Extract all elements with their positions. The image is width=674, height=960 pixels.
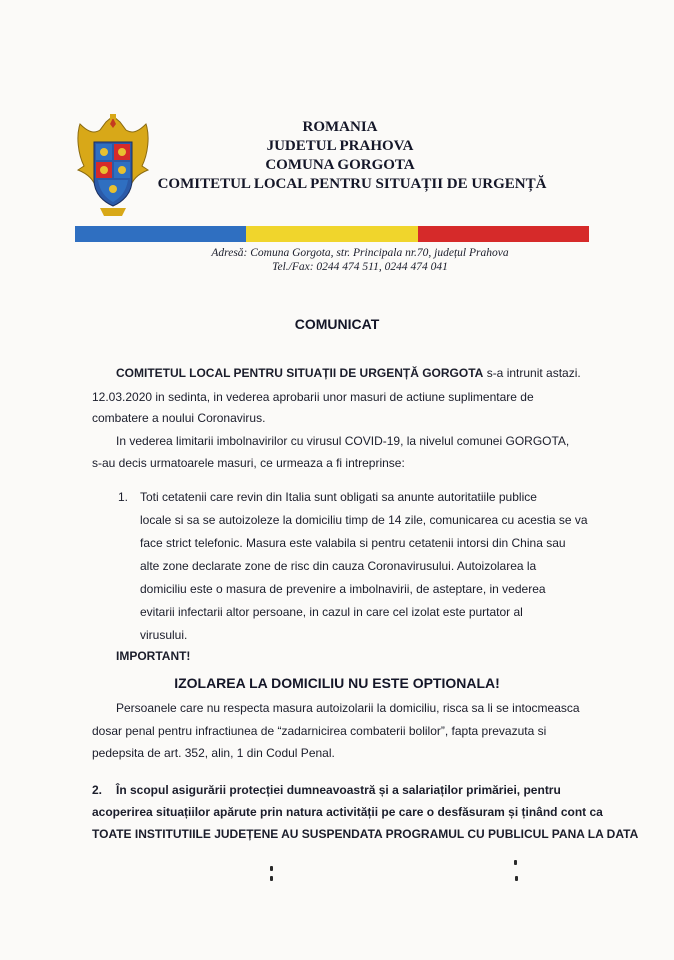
address-line: Adresă: Comuna Gorgota, str. Principala nr.70, județul Prahova bbox=[211, 247, 509, 259]
item-2-line-1: În scopul asigurării protecției dumneavoastră și a salariaților primăriei, pentru bbox=[116, 783, 561, 797]
committee-name: COMITETUL LOCAL PENTRU SITUAȚII DE URGENȚĂ GORGOTA bbox=[116, 366, 484, 380]
important-label: IMPORTANT! bbox=[116, 649, 191, 663]
intro-line-5: s-au decis urmatoarele masuri, ce urmeaza a fi intreprinse: bbox=[92, 456, 405, 470]
item-1-line: virusului. bbox=[140, 628, 188, 642]
item-1-line: Toti cetatenii care revin din Italia sunt obligati sa anunte autoritatiile publice bbox=[140, 490, 537, 504]
flag-blue-stripe bbox=[75, 226, 246, 242]
scan-speck bbox=[270, 866, 273, 871]
penal-line-1: Persoanele care nu respecta masura autoizolarii la domiciliu, risca sa li se intocmeasca bbox=[116, 701, 580, 715]
penal-line-3: pedepsita de art. 352, alin, 1 din Codul Penal. bbox=[92, 746, 335, 760]
item-1-line: locale si sa se autoizoleze la domiciliu timp de 14 zile, comunicarea cu acestia se va bbox=[140, 513, 588, 527]
item-1-line: evitarii infectarii altor persoane, in cazul in care cel izolat este purtator al bbox=[140, 605, 523, 619]
flag-yellow-stripe bbox=[246, 226, 417, 242]
tricolor-bar bbox=[75, 226, 589, 242]
intro-line-2: 12.03.2020 in sedinta, in vederea aprobarii unor masuri de actiune suplimentare de bbox=[92, 390, 534, 404]
document-title: COMUNICAT bbox=[294, 316, 380, 332]
item-1-line: face strict telefonic. Masura este valabila si pentru cetatenii intorsi din China sau bbox=[140, 536, 566, 550]
item-2-line-3: TOATE INSTITUTIILE JUDEȚENE AU SUSPENDATA PROGRAMUL CU PUBLICUL PANA LA DATA bbox=[92, 827, 639, 841]
coat-of-arms-emblem bbox=[74, 114, 152, 218]
intro-line-4: In vederea limitarii imbolnavirilor cu virusul COVID-19, la nivelul comunei GORGOTA, bbox=[116, 434, 570, 448]
header-county: JUDETUL PRAHOVA bbox=[266, 138, 414, 154]
header-commune: COMUNA GORGOTA bbox=[265, 157, 415, 173]
penal-line-2: dosar penal pentru infractiunea de “zadarnicirea combaterii bolilor”, fapta prevazuta si bbox=[92, 724, 547, 738]
flag-red-stripe bbox=[418, 226, 589, 242]
item-2-line-2: acoperirea situațiilor apărute prin natura activității pe care o desfăsuram și ținând cont ca bbox=[92, 805, 603, 819]
scan-speck bbox=[270, 876, 273, 881]
scan-speck bbox=[514, 860, 517, 865]
item-1-number: 1. bbox=[118, 490, 129, 504]
warning-heading: IZOLAREA LA DOMICILIU NU ESTE OPTIONALA! bbox=[174, 675, 500, 691]
intro-line-1 bbox=[116, 365, 581, 382]
item-1-line: alte zone declarate zone de risc din cauza Coronavirusului. Autoizolarea la bbox=[140, 559, 537, 573]
item-1-line: domiciliu este o masura de prevenire a imbolnavirii, de asteptare, in vederea bbox=[140, 582, 546, 596]
header-country: ROMANIA bbox=[302, 119, 378, 135]
item-2-number: 2. bbox=[92, 783, 103, 797]
phone-line: Tel./Fax: 0244 474 511, 0244 474 041 bbox=[272, 261, 448, 273]
intro-line-1-rest: s-a intrunit astazi. bbox=[486, 366, 581, 380]
intro-line-3: combatere a noului Coronavirus. bbox=[92, 411, 266, 425]
scan-speck bbox=[515, 876, 518, 881]
header-committee: COMITETUL LOCAL PENTRU SITUAȚII DE URGENȚĂ bbox=[157, 176, 547, 192]
